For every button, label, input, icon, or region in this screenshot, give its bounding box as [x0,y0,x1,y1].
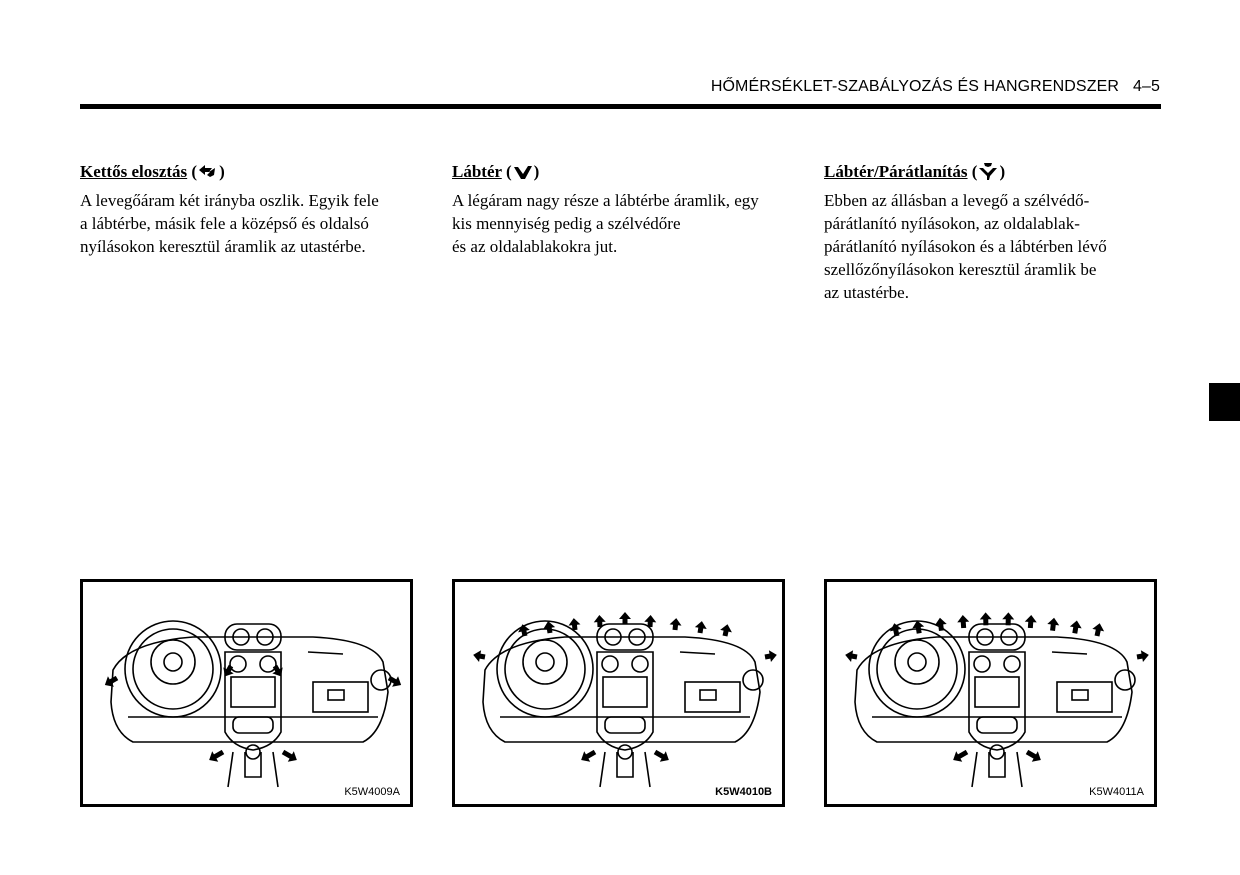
dash-trim [1052,652,1087,654]
body-line: a lábtérbe, másik fele a középső és oldalsó [80,214,369,233]
airflow-arrow [472,649,486,663]
figure-code: K5W4010B [715,786,772,798]
body-line: az utastérbe. [824,283,909,302]
center-vent-left [230,656,246,672]
climate-controls [977,717,1017,733]
center-vent-left [974,656,990,672]
airflow-arrow [844,649,858,663]
airflow-arrow [206,747,226,765]
section-body [80,189,420,258]
airflow-arrow [764,649,778,663]
floor-airflow-icon [512,162,534,180]
dash-trim [308,652,343,654]
body-line: nyílásokon keresztül áramlik az utastérbe. [80,237,366,256]
body-line: szellőzőnyílásokon keresztül áramlik be [824,260,1097,279]
airflow-arrow [1091,622,1105,637]
steering-hub [151,640,195,684]
body-line: és az oldalablakokra jut. [452,237,618,256]
floor-defrost-airflow-icon [977,162,999,180]
gear-knob [990,745,1004,759]
section-body [824,189,1164,304]
airflow-arrow [652,747,672,765]
body-line: párátlanító nyílásokon és a lábtérben lévő [824,237,1107,256]
display-screen [231,677,275,707]
airflow-arrow [386,673,404,690]
dashboard-illustration [83,582,410,804]
airflow-arrow [102,673,120,690]
section-floor [452,160,792,258]
center-console [597,652,653,750]
section-heading: Kettős elosztás ( ) [80,162,225,181]
steering-hub [895,640,939,684]
figure-floor [452,579,785,807]
section-body [452,189,792,258]
center-console [969,652,1025,750]
glovebox-handle [1072,690,1088,700]
figure-code: K5W4009A [344,786,400,798]
glovebox [313,682,368,712]
glovebox-handle [328,690,344,700]
airflow-arrow [1047,617,1060,631]
glovebox-handle [700,690,716,700]
airflow-arrow [694,620,708,634]
steering-wheel [125,621,221,717]
gear-knob [618,745,632,759]
section-title: Lábtér [452,162,502,181]
section-title: Lábtér/Párátlanítás [824,162,968,181]
center-vent-right [632,656,648,672]
gear-console [972,752,1022,787]
side-vent-right [1115,670,1135,690]
page-number: 4–5 [1133,78,1160,95]
airflow-arrow [1136,649,1150,663]
gear-console [228,752,278,787]
dash-trim [680,652,715,654]
body-line: párátlanító nyílásokon, az oldalablak- [824,214,1080,233]
airflow-arrow [934,617,947,631]
glovebox [685,682,740,712]
steering-hub [523,640,567,684]
airflow-arrow [719,623,733,637]
running-header [0,78,1160,96]
figure-code: K5W4011A [1089,786,1144,798]
airflow-arrow [669,617,682,630]
airflow-arrow [950,747,970,765]
center-vent-left [602,656,618,672]
side-vent-right [743,670,763,690]
section-floor-defrost [824,160,1164,304]
section-heading: Lábtér/Párátlanítás ( ) [824,162,1006,181]
dashboard-illustration [827,582,1154,804]
airbag-center [908,653,926,671]
steering-wheel [869,621,965,717]
bi-level-airflow-icon [197,162,219,180]
steering-wheel-inner [877,629,957,709]
section-heading: Lábtér ( ) [452,162,540,181]
body-line: Ebben az állásban a levegő a szélvédő- [824,191,1090,210]
chapter-thumb-tab [1209,383,1240,421]
figure-floor-defrost [824,579,1157,807]
steering-wheel-inner [133,629,213,709]
airflow-arrow [1069,620,1083,635]
airbag-center [164,653,182,671]
section-title: Kettős elosztás [80,162,188,181]
airbag-center [536,653,554,671]
display-screen [975,677,1019,707]
steering-wheel [497,621,593,717]
gear-knob [246,745,260,759]
section-title: HŐMÉRSÉKLET-SZABÁLYOZÁS ÉS HANGRENDSZER [710,78,1119,95]
airflow-arrow [619,612,631,624]
body-line: A légáram nagy része a lábtérbe áramlik, egy [452,191,759,210]
figure-bi-level [80,579,413,807]
steering-wheel-inner [505,629,585,709]
section-bi-level [80,160,420,258]
dashboard-illustration [455,582,782,804]
body-line: A levegőáram két irányba oszlik. Egyik fele [80,191,379,210]
airflow-arrow [957,615,970,629]
display-screen [603,677,647,707]
airflow-arrow [1024,747,1044,765]
glovebox [1057,682,1112,712]
center-vent-right [260,656,276,672]
airflow-arrow [1024,615,1037,629]
center-vent-right [1004,656,1020,672]
climate-controls [605,717,645,733]
body-line: kis mennyiség pedig a szélvédőre [452,214,681,233]
gear-console [600,752,650,787]
header-rule [80,104,1161,109]
center-console [225,652,281,750]
airflow-arrow [280,747,300,765]
climate-controls [233,717,273,733]
airflow-arrow [578,747,598,765]
